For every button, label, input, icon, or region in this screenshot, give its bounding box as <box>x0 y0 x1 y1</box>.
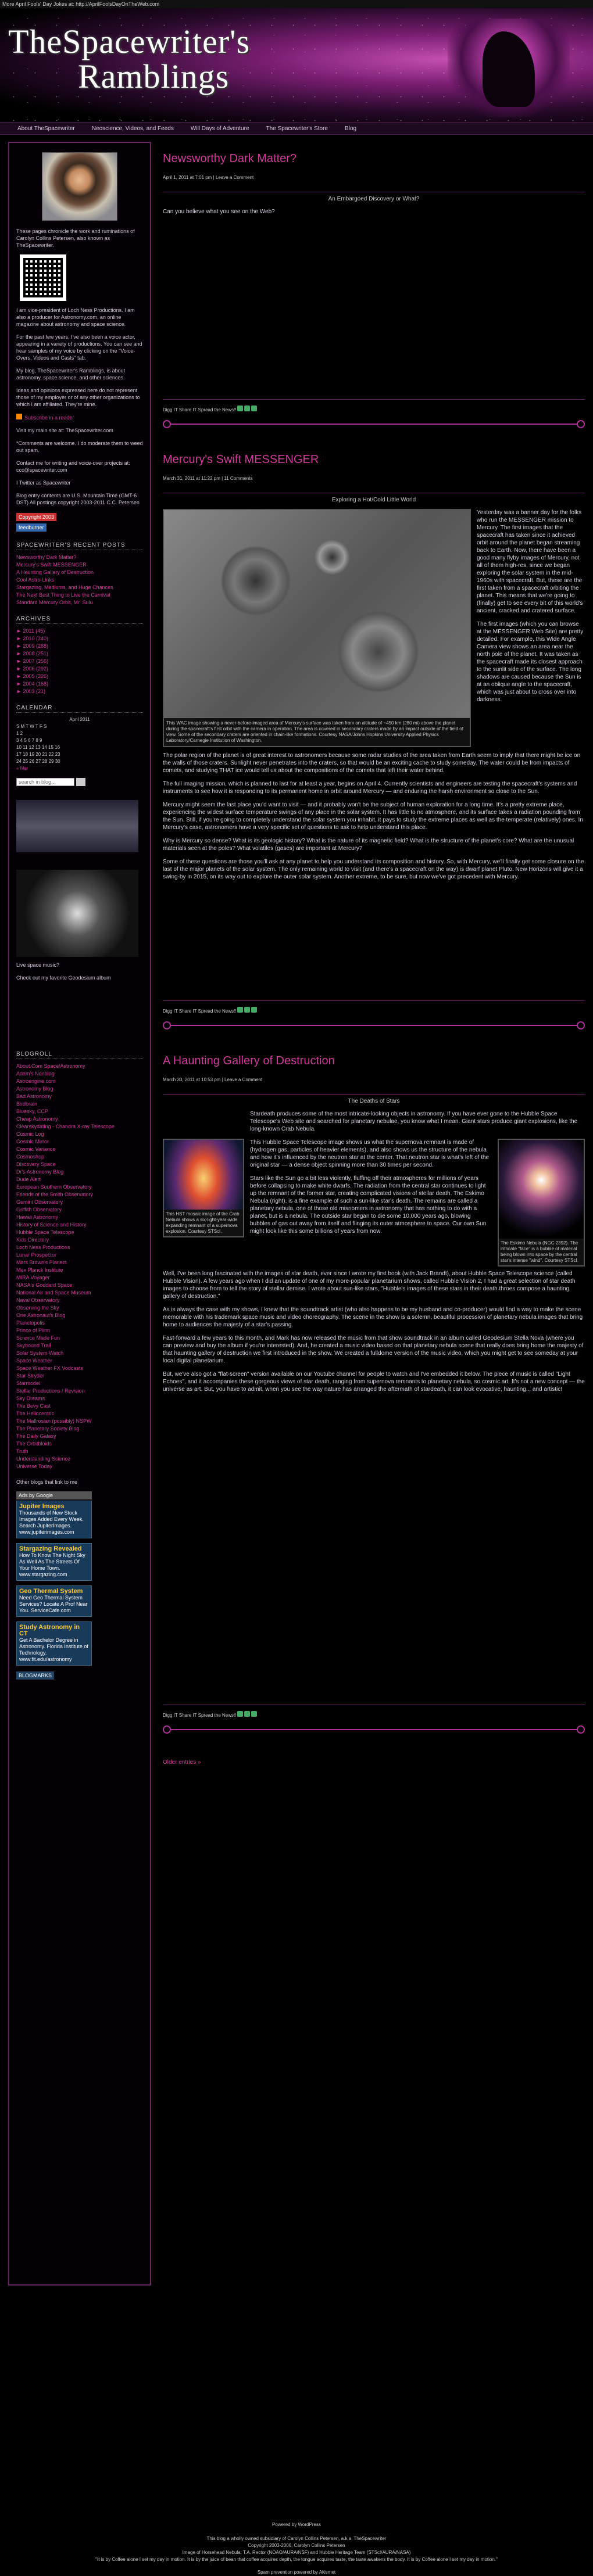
blogroll-link[interactable]: Skyhound Trail <box>16 1343 51 1349</box>
footer-spam: Spam prevention powered by Akismet <box>257 2570 336 2575</box>
ad-block[interactable]: Stargazing Revealed How To Know The Night Sky As Well As The Streets Of Your Home Town. www.stargazing.com <box>16 1543 92 1581</box>
main-content <box>163 142 585 1772</box>
site-footer <box>0 2521 593 2576</box>
footer-quote: "It is by Coffee alone I set my day in motion. It is by the juice of bean that coffee acquires depth, the tongue acquires taste, the taste awakens the body. It is by Coffee alone I set my day in motion." <box>95 2557 498 2562</box>
top-strip[interactable] <box>0 0 593 8</box>
blogroll-link[interactable]: Hubble Space Telescope <box>16 1229 74 1236</box>
post-paragraph: Yesterday was a banner day for the folks who run the MESSENGER mission to Mercury. The first images that the spacecraft has taken since it achieved orbit around the planet began streaming back to Earth. Now, there have been a good many flyby images of Mercury, not all of them high-res, since we began exploring the solar system in the mid-1960s with spacecraft. But, these are the first taken from a spacecraft orbiting the planet. This means that we're going to (finally) get to see every bit of this world's ancient, cracked and cratered surface. <box>477 510 583 614</box>
blogroll-link[interactable]: Prince of Plinn <box>16 1328 51 1334</box>
recent-post-link[interactable]: The Next Best Thing to Live the Carnival <box>16 592 110 598</box>
share-icon <box>251 1711 257 1717</box>
ads-by-google-label[interactable]: Ads by Google <box>16 1491 92 1499</box>
blogroll-link[interactable]: Lunar Prospector <box>16 1252 57 1258</box>
blogroll-link[interactable]: Bad Astronomy <box>16 1093 52 1100</box>
blogroll-link[interactable]: The Mallrosian (possibly) NSPW <box>16 1418 92 1425</box>
blogroll-link[interactable]: The Orbitbloids <box>16 1441 52 1447</box>
blogroll-link[interactable]: Loch Ness Productions <box>16 1244 70 1251</box>
share-icon <box>244 406 250 411</box>
recent-post-link[interactable]: Cool Astro-Links <box>16 577 55 583</box>
post-paragraph: Well, I've been long fascinated with the images of star death, ever since I wrote my first book (with Jack Brandt), about Hubble Space Telescope science (called Hubble Vision). A few years ago when I did an update of one of my more-popular planetarium shows, called Hubble Vision 2, I had a great selection of star death images to choose from to tell the story of stellar demise. I wrote about sun-like stars, "Hubble's images of these stars in their death throes compose a haunting gallery of destruction." <box>163 1271 576 1300</box>
visit-main-site[interactable]: Visit my main site at: TheSpacewriter.com <box>16 428 113 433</box>
blogroll-link[interactable]: Hawaii Astronomy <box>16 1214 59 1221</box>
site-title-line2[interactable]: Ramblings <box>78 58 230 95</box>
share-icon <box>244 1711 250 1717</box>
blogroll-link[interactable]: One Astronaut's Blog <box>16 1312 66 1319</box>
blogroll-link[interactable]: Understanding Science <box>16 1456 71 1462</box>
author-photo <box>42 152 117 221</box>
ad-block[interactable]: Study Astronomy in CT Get A Bachelor Degree in Astronomy. Florida Institute of Technology. www.fit.edu/astronomy <box>16 1621 92 1666</box>
post <box>163 453 585 1031</box>
post-meta: March 31, 2011 at 11:22 pm | 11 Comments <box>163 476 253 481</box>
archive-link[interactable]: ► 2005 (226) <box>16 673 48 679</box>
sidebar <box>8 142 151 2286</box>
share-icon <box>251 406 257 411</box>
music-player[interactable] <box>16 870 138 957</box>
blogroll-link[interactable]: Max Planck Institute <box>16 1267 63 1273</box>
blogroll-link[interactable]: Sky Dreams <box>16 1395 45 1402</box>
recent-post-link[interactable]: A Haunting Gallery of Destruction <box>16 569 94 575</box>
blogroll-link[interactable]: Solar System Watch <box>16 1350 64 1357</box>
blogroll-link[interactable]: National Air and Space Museum <box>16 1290 91 1296</box>
content-wrap <box>0 135 593 2488</box>
nav-about[interactable]: About TheSpacewriter <box>17 125 75 132</box>
site-title-line1[interactable]: TheSpacewriter's <box>8 23 251 60</box>
calendar-row: S M T W T F S <box>16 724 47 729</box>
blogroll-link[interactable]: Observing the Sky <box>16 1305 59 1311</box>
blogroll-link[interactable]: History of Science and History <box>16 1222 87 1228</box>
archive-link[interactable]: ► 2004 (168) <box>16 681 48 687</box>
footer-line2: Copyright 2003-2006, Carolyn Collins Petersen <box>248 2543 345 2548</box>
recent-posts-heading: SPACEWRITER'S RECENT POSTS <box>16 542 143 550</box>
archive-link[interactable]: ► 2006 (292) <box>16 666 48 672</box>
divider <box>163 399 585 400</box>
blogroll-link[interactable]: Adam's Nonblog <box>16 1071 55 1077</box>
blogroll-link[interactable]: Cosmoshop <box>16 1154 45 1160</box>
share-icon <box>237 406 243 411</box>
share-icon <box>244 1007 250 1013</box>
blogroll-link[interactable]: Astronomy Blog <box>16 1086 53 1092</box>
post-paragraph: The polar region of the planet is of great interest to astronomers because some radar studies of the area taken from Earth seem to imply that there might be ice on the walls of those craters. Sunlight never penetrates into the craters, so that would be an exciting cache to study someday. The water could be from impacts of comets, and studying THAT ice would tell us about the compositions of the comets that left their water behind. <box>163 752 581 774</box>
blogroll-link[interactable]: NASA's Goddard Space <box>16 1282 73 1289</box>
sidebar-bio: I am vice-president of Loch Ness Productions. I am also a producer for Astronomy.com, an online magazine about astronomy and space science. <box>16 307 135 327</box>
post-paragraph: Stardeath produces some of the most intricate-looking objects in astronomy. If you have ever gone to the Hubble Space Telescope's Web site and searched for planetary nebulae, you know what I mean. Giant stars produce giant explosions, like the long-known Crab Nebula. <box>250 1111 578 1132</box>
subscribe-link[interactable]: Subscribe in a reader <box>24 415 74 421</box>
blogroll-link[interactable]: Planetopolis <box>16 1320 45 1326</box>
site-title[interactable] <box>8 24 250 94</box>
post-paragraph: But, we've also got a "flat-screen" version available on our Youtube channel for people to watch and I've embedded it below. The piece of music is called "Light Echoes", and it accompanies these gorgeous views of star death, ranging from supernova remnants to planetary nebula, so cosmic art. It's not a new concept — the universe as art. But, you have to admit, when you see the way nature has arranged the aftermath of stardeath, it can look evocative, haunting... and artistic! <box>163 1371 585 1393</box>
archive-link[interactable]: ► 2011 (45) <box>16 628 45 634</box>
blogroll-link[interactable]: Universe Today <box>16 1463 52 1470</box>
post-paragraph: Why is Mercury so dense? What is its geologic history? What is the nature of its magnetic field? What is the structure of the planet's core? What are the unusual materials seen at the poles? What volatiles (gases) are important at Mercury? <box>163 838 574 852</box>
calendar-row: 1 2 <box>16 731 23 736</box>
post-title[interactable]: Newsworthy Dark Matter? <box>163 152 297 165</box>
post-paragraph: Fast-forward a few years to this month, and Mark has now released the music from that show soundtrack in an album called Geodesium Stella Nova (where you can preview and buy the album if you're interested). And, he created a music video based on that planetary nebula scene that really does bring home the majesty of that haunting gallery of destruction we first introduced in the show. We created a fulldome version of the music video, which you might get to see someday at your local digital planetarium. <box>163 1335 584 1364</box>
feedburner-badge[interactable]: feedburner <box>16 523 47 532</box>
site-header <box>0 8 593 122</box>
post-paragraph: Some of these questions are those you'll ask at any planet to help you understand its composition and history. So, with Mercury, we'll finally get some closure on the last of the major planets of the solar system. The only remaining world to visit (and there's a spacecraft on the way) is dwarf planet Pluto. New Horizons will give it a swing-by in 2015, on its way out to explore the outer solar system. Another extreme, to be sure, but now we've got precedent with Mercury. <box>163 859 584 880</box>
world-map-image[interactable] <box>16 800 138 852</box>
post-share-bar[interactable]: Digg IT Share IT Spread the News!! <box>163 1711 585 1718</box>
footer-line1: This blog a wholly owned subsidiary of Carolyn Collins Petersen, a.k.a. TheSpacewriter <box>206 2536 387 2541</box>
calendar-heading: CALENDAR <box>16 705 143 713</box>
calendar-row: 24 25 26 27 28 29 30 <box>16 759 60 764</box>
archives-heading: ARCHIVES <box>16 616 143 624</box>
archive-link[interactable]: ► 2009 (288) <box>16 643 48 649</box>
comments-note: *Comments are welcome. I do moderate them to weed out spam. <box>16 440 143 453</box>
geodesium-link[interactable]: Check out my favorite Geodesium album <box>16 975 111 981</box>
copyright-badge[interactable]: Copyright 2003 <box>16 513 56 521</box>
blogroll-link[interactable]: Starmodel <box>16 1380 41 1387</box>
copyright-note: Blog entry contents are U.S. Mountain Time (GMT-6 DST) All postings copyright 2003-2011 C.C. Petersen <box>16 493 140 505</box>
blogroll-link[interactable]: Griffith Observatory <box>16 1207 62 1213</box>
share-icon <box>237 1711 243 1717</box>
post-heading: The Deaths of Stars <box>348 1098 400 1104</box>
blogroll-list <box>16 1063 143 1470</box>
blogroll-link[interactable]: Clearskydating - Chandra X-ray Telescope <box>16 1124 115 1130</box>
calendar-row: 3 4 5 6 7 8 9 <box>16 738 42 743</box>
image-caption: This WAC image showing a never-before-imaged area of Mercury's surface was taken from an altitude of ~450 km (280 mi) above the planet during the spacecraft's first orbit with the camera in operation. The area is covered in secondary craters made by an impact outside of the field of view. Some of the secondary craters are oriented in chain-like formations. Courtesy NASA/Johns Hopkins University Applied Physics Laboratory/Carnegie Institution of Washington. <box>164 717 470 746</box>
blogroll-link[interactable]: Truth <box>16 1448 28 1455</box>
google-ads <box>16 1491 92 1666</box>
blogroll-link[interactable]: Star Stryder <box>16 1373 45 1379</box>
post-share-bar[interactable]: Digg IT Share IT Spread the News!! <box>163 1007 585 1014</box>
eskimo-nebula-image[interactable] <box>498 1139 585 1267</box>
archive-link[interactable]: ► 2010 (240) <box>16 636 48 641</box>
calendar-prev-link[interactable]: « Mar <box>16 766 28 771</box>
sidebar-bio2: For the past few years, I've also been a voice actor, appearing in a variety of productions. You can see and hear samples of my voice by clicking on the "Voice-Overs, Videos and Casts" tab. <box>16 334 142 361</box>
embedded-video[interactable] <box>163 1399 585 1701</box>
blogroll-link[interactable]: Discovery Space <box>16 1161 56 1168</box>
post-title[interactable]: A Haunting Gallery of Destruction <box>163 1054 335 1067</box>
blogroll-link[interactable]: Kids Directory <box>16 1237 49 1243</box>
nav-neoscience[interactable]: Neoscience, Videos, and Feeds <box>91 125 174 132</box>
sidebar-bio3: My blog, TheSpacewriter's Ramblings, is about astronomy, space science, and other sciences. <box>16 368 126 381</box>
nav-store[interactable]: The Spacewriter's Store <box>266 125 328 132</box>
divider <box>163 1094 585 1095</box>
post-separator <box>163 418 585 430</box>
divider <box>163 1000 585 1001</box>
blogroll-link[interactable]: Cosmic Mirror <box>16 1139 49 1145</box>
other-blogs-link[interactable]: Other blogs that link to me <box>16 1479 78 1486</box>
post-share-bar[interactable]: Digg IT Share IT Spread the News!! <box>163 406 585 412</box>
blogroll-link[interactable]: Dr's Astronomy Blog <box>16 1169 64 1175</box>
recent-post-link[interactable]: Newsworthy Dark Matter? <box>16 554 77 560</box>
blogroll-link[interactable]: Space Weather <box>16 1358 52 1364</box>
post-meta: March 30, 2011 at 10:53 pm | Leave a Comment <box>163 1077 263 1082</box>
crab-nebula-image[interactable] <box>163 1139 244 1237</box>
calendar-month: April 2011 <box>69 717 90 722</box>
ad-block[interactable]: Jupiter Images Thousands of New Stock Images Added Every Week. Search JupiterImages. www.jupiterimages.com <box>16 1501 92 1538</box>
post-heading: An Embargoed Discovery or What? <box>328 196 420 202</box>
main-nav <box>0 122 593 135</box>
post-meta: April 1, 2011 at 7:01 pm | Leave a Comment <box>163 175 254 180</box>
qr-code-image <box>20 254 66 301</box>
blogroll-link[interactable]: Stellar Productions / Revision <box>16 1388 85 1394</box>
blogroll-heading: BLOGROLL <box>16 1051 143 1059</box>
blogroll-link[interactable]: Naval Observatory <box>16 1297 60 1304</box>
image-caption: This HST mosaic image of the Crab Nebula shows a six-light-year-wide expanding remnant of a supernova explosion. Courtesy STScI. <box>164 1210 243 1236</box>
sidebar-disclaimer: Ideas and opinions expressed here do not represent those of my employer or of any other organizations to which I am affiliated. They're mine. <box>16 388 140 407</box>
twitter-link[interactable]: I Twitter as Spacewriter <box>16 480 71 486</box>
blogroll-link[interactable]: Space Weather FX Vodcasts <box>16 1365 83 1372</box>
blogroll-link[interactable]: Dude Alert <box>16 1176 41 1183</box>
post-paragraph: This Hubble Space Telescope image shows us what the supernova remnant is made of (hydrogen gas, particles of heavier elements), and also shows us the structure of the nebula and how it's influenced by the neutron star at the center. That neutron star is what's left of the original star — a dense object spinning more than 30 times per second. <box>250 1139 490 1168</box>
contact-note[interactable]: Contact me for writing and voice-over projects at: ccc@spacewriter.com <box>16 460 130 473</box>
recent-post-link[interactable]: Standard Mercury Orbit, Mr. Sulu <box>16 600 93 605</box>
calendar-row: 17 18 19 20 21 22 23 <box>16 752 60 757</box>
blogroll-link[interactable]: The Bevy Cast <box>16 1403 51 1409</box>
blogmarks-badge[interactable]: BLOGMARKS <box>16 1671 54 1680</box>
recent-post-link[interactable]: Stargazing, Mediums, and Huge Chances <box>16 584 113 590</box>
blogroll-link[interactable]: MIRA Voyager <box>16 1275 50 1281</box>
blogroll-link[interactable]: Friends of the Smith Observatory <box>16 1192 94 1198</box>
blogroll-link[interactable]: The Planetary Society Blog <box>16 1426 80 1432</box>
post-paragraph: The full imaging mission, which is planned to last for at least a year, begins on April 4. Currently scientists and engineers are testing the spacecraft's systems and instruments to see how it is responding to its permanent home in orbit around Mercury — and enduring the harsh environment so close to the Sun. <box>163 781 577 795</box>
ad-block[interactable]: Geo Thermal System Need Geo Thermal System Services? Locate A Prof Near You. ServiceCafe.com <box>16 1585 92 1617</box>
post <box>163 1054 585 1735</box>
recent-post-link[interactable]: Mercury's Swift MESSENGER <box>16 562 87 568</box>
nav-blog[interactable]: Blog <box>345 125 357 132</box>
april-fools-link[interactable]: More April Fools' Day Jokes at: http://AprilFoolsDayOnTheWeb.com <box>2 1 160 7</box>
rss-icon[interactable] <box>16 414 22 419</box>
blogroll-link[interactable]: Gemini Observatory <box>16 1199 63 1206</box>
blogroll-link[interactable]: Cosmic Variance <box>16 1146 56 1153</box>
live-space-music: Live space music? <box>16 962 60 968</box>
search-button[interactable] <box>76 778 85 786</box>
calendar-row: 10 11 12 13 14 15 16 <box>16 745 60 750</box>
archive-link[interactable]: ► 2003 (21) <box>16 688 45 694</box>
post-paragraph: The first images (which you can browse at the MESSENGER Web Site) are pretty detailed. For example, this Wide Angle Camera view shows an area near the north pole of the planet. It was taken as the spacecraft made its closest approach to the sunlit side of the surface. The long shadows are caused because the Sun is at an oblique angle to the spacecraft, which was just about to cross over into darkness. <box>477 621 584 703</box>
blogroll-link[interactable]: Birdbrain <box>16 1101 38 1107</box>
image-caption: The Eskimo Nebula (NGC 2392). The intricate "face" is a bubble of material being blown into space by the central star's intense "wind". Courtesy STScI. <box>499 1239 584 1265</box>
nav-adventure[interactable]: Will Days of Adventure <box>190 125 249 132</box>
blogroll-link[interactable]: The Heliocentric <box>16 1411 55 1417</box>
share-icon <box>251 1007 257 1013</box>
blogroll-link[interactable]: Cheap Astronomy <box>16 1116 58 1122</box>
footer-powered[interactable]: Powered by WordPress <box>272 2522 321 2527</box>
post-paragraph: As is always the case with my shows, I knew that the soundtrack artist (who also happens to be my husband and co-producer) would find a way to make the scene memorable with his trademark space music and video choreography. The scene in the show is a solemn, beautiful procession of planetary nebula images that bring home to audiences the majesty of a star's passing. <box>163 1307 583 1328</box>
post-paragraph: Can you believe what you see on the Web? <box>163 209 275 215</box>
blogroll-link[interactable]: Mars Brown's Planets <box>16 1260 67 1266</box>
blogroll-link[interactable]: Bluesky, CCP <box>16 1108 48 1115</box>
post <box>163 152 585 430</box>
blogroll-link[interactable]: Science Made Fun <box>16 1335 60 1341</box>
post-separator <box>163 1020 585 1031</box>
search-input[interactable] <box>16 778 74 786</box>
post-heading: Exploring a Hot/Cold Little World <box>331 497 416 503</box>
archive-link[interactable]: ► 2007 (256) <box>16 658 48 664</box>
sidebar-intro: These pages chronicle the work and ruminations of Carolyn Collins Petersen, also known as TheSpacewriter. <box>16 228 135 248</box>
post-paragraph: Stars like the Sun go a bit less violently, fluffing off their atmospheres for millions of years before collapsing to make white dwarfs. The radiation from the central star continues to light up the remnant of the former star, creating complicated visions of stellar death. The Eskimo Nebula (right), is a fine example of such a sun-like star's death. The remains are called a planetary nebula, one of those old misnomers in astronomy that has nothing to do with a planet, but is a nebula. The outside star began to die some 10,000 years ago, blowing bubbles of gas out away from itself and flinging its outer atmosphere to space. Our own Sun might look like this some billions of years from now. <box>250 1175 487 1235</box>
archive-link[interactable]: ► 2008 (251) <box>16 651 48 656</box>
blogroll-link[interactable]: Astroengine.com <box>16 1078 56 1085</box>
blogroll-link[interactable]: The Daily Galaxy <box>16 1433 56 1440</box>
calendar[interactable] <box>16 716 143 772</box>
blogroll-link[interactable]: European Southern Observatory <box>16 1184 92 1190</box>
post-separator <box>163 1724 585 1735</box>
blogroll-link[interactable]: About.Com Space/Astronomy <box>16 1063 85 1070</box>
post-paragraph: Mercury might seem the last place you'd want to visit — and it probably won't be the subject of human exploration for a long time. It's a pretty extreme place, experiencing the widest surface temperature swings of any place in the solar system. It has little to no atmosphere, and its surface takes a radiation pounding from the Sun. Still, if you're going to completely understand the solar system you inhabit, it pays to study the extreme places as well as the temperate (relatively) ones. In Mercury's case, astronomers have a very specific set of questions to ask to help understand this place. <box>163 802 583 831</box>
embedded-video[interactable] <box>163 221 585 396</box>
blogroll-link[interactable]: Cosmic Log <box>16 1131 44 1138</box>
post-title[interactable]: Mercury's Swift MESSENGER <box>163 453 319 466</box>
share-icon <box>237 1007 243 1013</box>
footer-line3: Image of Horsehead Nebula: T.A. Rector (NOAO/AURA/NSF) and Hubble Heritage Team (STScI/AURA/NASA) <box>182 2550 411 2555</box>
older-entries-link[interactable]: Older entries » <box>163 1759 201 1766</box>
mercury-image[interactable] <box>163 509 471 747</box>
